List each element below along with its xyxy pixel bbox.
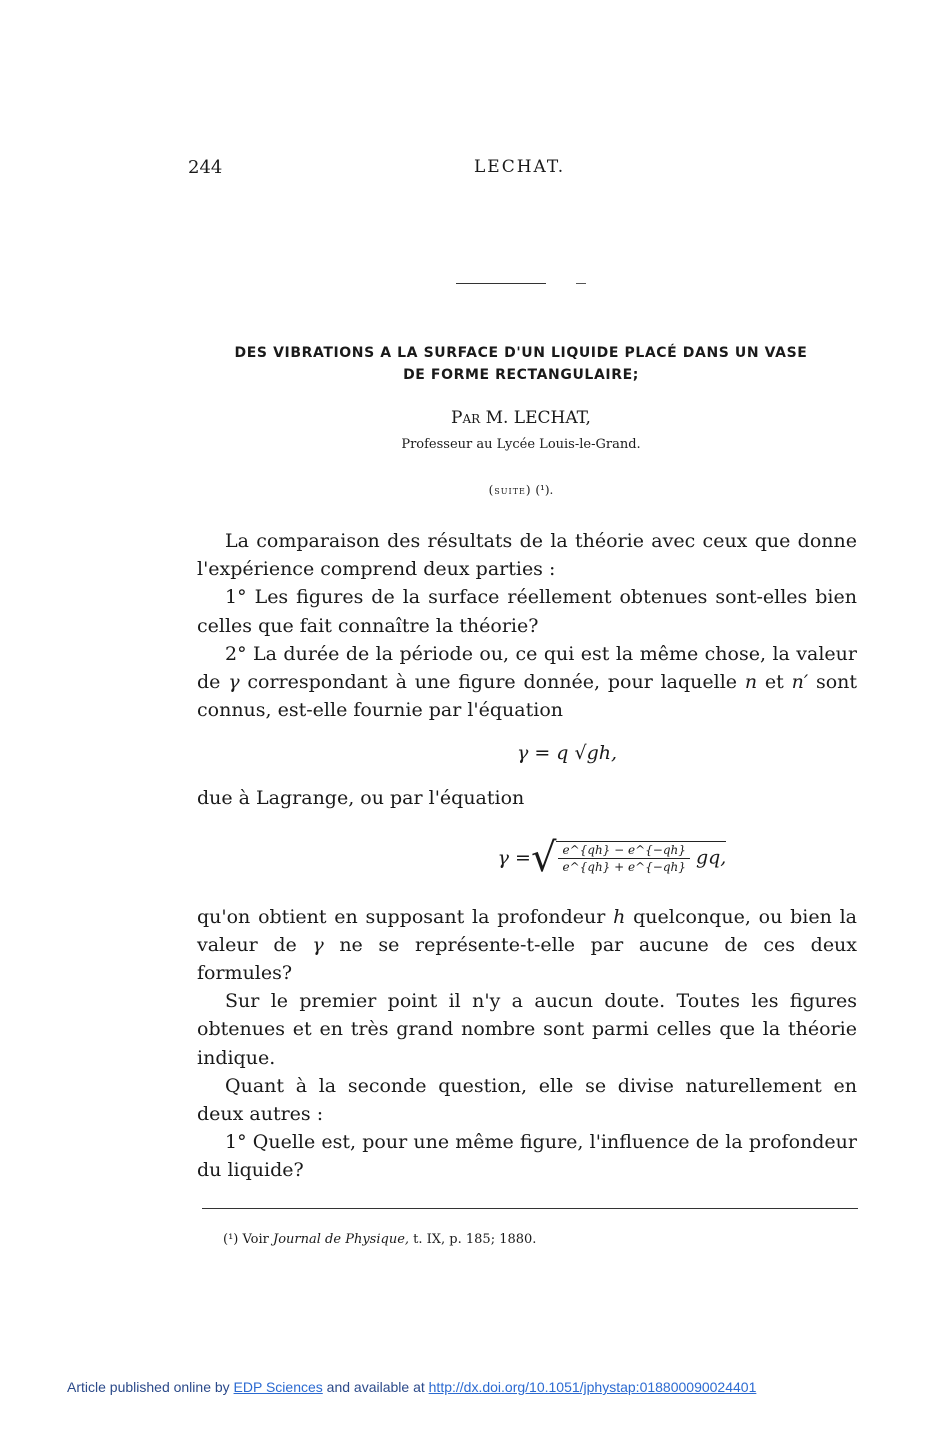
sqrt-body (556, 841, 726, 875)
p3-n-prime: n′ (791, 671, 809, 694)
suite-ref: (¹). (535, 483, 554, 497)
doi-link[interactable]: http://dx.doi.org/10.1051/jphystap:018800090024401 (428, 1379, 757, 1395)
footnote-marker: (¹) Voir (223, 1232, 274, 1247)
p3-text-a: 2° La durée de la période ou, ce qui est la même chose, la valeur de (197, 642, 857, 694)
paragraph-2: 1° Les figures de la surface réellement obtenues sont-elles bien celles que fait connaître la théorie? (197, 586, 857, 637)
suite-note (200, 483, 842, 497)
eq2-denominator: e^{qh} + e^{−qh} (562, 859, 686, 874)
eq2-tail: gq, (695, 846, 727, 869)
footnote-rest: t. IX, p. 185; 1880. (409, 1232, 537, 1247)
publisher-banner (67, 1379, 756, 1395)
author-affiliation: Professeur au Lycée Louis-le-Grand. (401, 437, 641, 452)
equation-general (197, 813, 857, 903)
paragraph-4: due à Lagrange, ou par l'équation (197, 787, 525, 810)
title-line-1: DES VIBRATIONS A LA SURFACE D'UN LIQUIDE PLACÉ DANS UN VASE (234, 345, 808, 361)
p5-text-a: qu'on obtient en supposant la profondeur (197, 905, 614, 928)
header-rule (456, 283, 546, 284)
page-number: 244 (188, 157, 223, 178)
p5-gamma: γ (312, 933, 324, 956)
author-name: M. LECHAT, (485, 408, 591, 428)
p3-text-d: sont connus, est-elle fournie par l'équation (197, 671, 858, 722)
p3-n: n (744, 671, 758, 694)
author-prefix: Par (451, 408, 481, 428)
eq2-lhs: γ = (497, 846, 531, 869)
title-line-2: DE FORME RECTANGULAIRE; (403, 367, 639, 383)
article-body (197, 527, 857, 1185)
eq2-fraction (558, 842, 689, 875)
publisher-prefix: Article published online by (67, 1379, 234, 1395)
author-line (200, 408, 842, 428)
footnote (223, 1232, 536, 1247)
footnote-journal: Journal de Physique, (273, 1232, 410, 1247)
p5-text-c: ne se représente-t-elle par aucune de ces deux formules? (197, 933, 858, 985)
equation-lagrange: γ = q √gh, (516, 742, 618, 765)
p3-text-c: et (757, 671, 792, 694)
suite-label: (suite) (488, 483, 532, 497)
sqrt-sign: √ (530, 834, 557, 881)
publisher-link[interactable]: EDP Sciences (233, 1379, 323, 1395)
p5-h: h (613, 905, 626, 928)
paragraph-1: La comparaison des résultats de la théorie avec ceux que donne l'expérience comprend deux parties : (197, 530, 857, 581)
footnote-rule (202, 1208, 858, 1209)
article-title (200, 342, 842, 386)
p3-gamma: γ (228, 671, 240, 694)
paragraph-8: 1° Quelle est, pour une même figure, l'influence de la profondeur du liquide? (197, 1131, 857, 1182)
running-head: LECHAT. (474, 157, 566, 177)
paragraph-5 (197, 903, 857, 988)
eq2-numerator: e^{qh} − e^{−qh} (558, 842, 689, 859)
p3-text-b: correspondant à une figure donnée, pour laquelle (239, 671, 745, 694)
paragraph-7: Quant à la seconde question, elle se divise naturellement en deux autres : (197, 1074, 857, 1126)
paragraph-6: Sur le premier point il n'y a aucun doute. Toutes les figures obtenues et en très grand nombre sont parmi celles que la théorie indique. (197, 990, 857, 1069)
publisher-middle: and available at (322, 1379, 429, 1395)
p5-text-b: quelconque, ou bien la valeur de (197, 905, 857, 956)
paragraph-3 (197, 640, 857, 725)
header-rule-dash (576, 283, 586, 284)
